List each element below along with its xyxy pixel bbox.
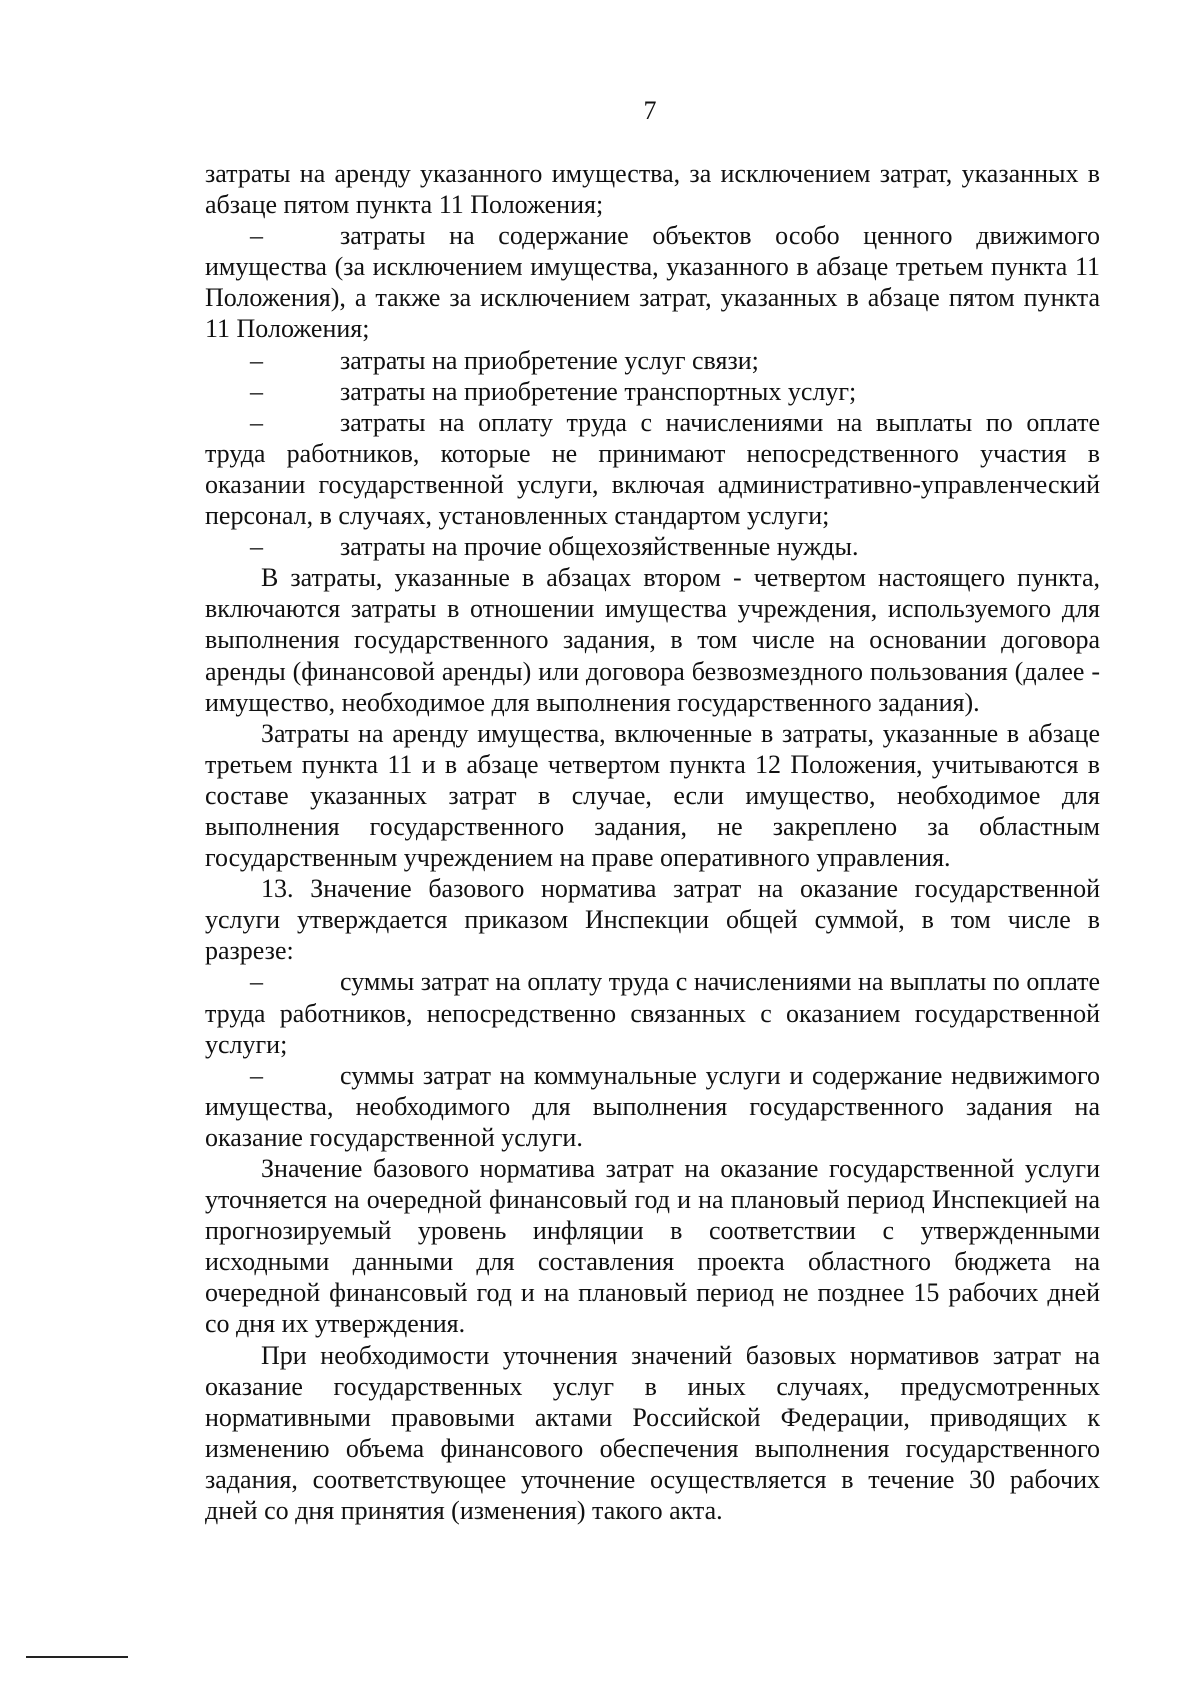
paragraph: Затраты на аренду имущества, включенные в затраты, указанные в абзаце третьем пункта 11 и в абзаце четвертом пункта 12 Положения, учитываются в составе указанных затрат в случае, если имущество, необходимое для выполнения государственного задания, не закреплено за областным государственным учреждением на праве оперативного управления.	[205, 718, 1100, 873]
dash-marker: –	[250, 376, 263, 406]
paragraph-continuation: затраты на аренду указанного имущества, за исключением затрат, указанных в абзаце пятом пункта 11 Положения;	[205, 159, 1100, 220]
list-item-text: затраты на содержание объектов особо ценного движимого имущества (за исключением имущества, указанного в абзаце третьем пункта 11 Положения), а также за исключением затрат, указанных в абзаце пятом пункта 11 Положения;	[205, 221, 1100, 344]
list-item	[205, 966, 1100, 1059]
list-item-text: затраты на прочие общехозяйственные нужды.	[340, 532, 859, 562]
dash-marker: –	[250, 221, 263, 251]
dash-marker: –	[250, 345, 263, 375]
list-item	[205, 531, 1100, 562]
paragraph: Значение базового норматива затрат на оказание государственной услуги уточняется на очередной финансовый год и на плановый период Инспекцией на прогнозируемый уровень инфляции в соответствии с утвержденными исходными данными для составления проекта областного бюджета на очередной финансовый год и на плановый период не позднее 15 рабочих дней со дня их утверждения.	[205, 1154, 1100, 1339]
page-number: 7	[643, 96, 657, 125]
list-item-text: затраты на приобретение услуг связи;	[340, 345, 759, 375]
dash-marker: –	[250, 407, 263, 437]
paragraph: При необходимости уточнения значений базовых нормативов затрат на оказание государственных услуг в иных случаях, предусмотренных нормативными правовыми актами Российской Федерации, приводящих к изменению объема финансового обеспечения выполнения государственного задания, соответствующее уточнение осуществляется в течение 30 рабочих дней со дня принятия (изменения) такого акта.	[205, 1340, 1100, 1526]
list-item-text: затраты на оплату труда с начислениями на выплаты по оплате труда работников, которые не принимают непосредственного участия в оказании государственной услуги, включая административно-управленческий персонал, в случаях, установленных стандартом услуги;	[205, 407, 1100, 531]
document-body	[205, 158, 1100, 1526]
list-item-text: суммы затрат на оплату труда с начислениями на выплаты по оплате труда работников, непосредственно связанных с оказанием государственной услуги;	[205, 967, 1100, 1059]
list-item-text: суммы затрат на коммунальные услуги и содержание недвижимого имущества, необходимого для выполнения государственного задания на оказание государственной услуги.	[205, 1060, 1100, 1152]
dash-marker: –	[250, 1060, 263, 1090]
list-item	[205, 376, 1100, 407]
list-item	[205, 345, 1100, 376]
paragraph-section-13: 13. Значение базового норматива затрат на оказание государственной услуги утверждается приказом Инспекции общей суммой, в том числе в разрезе:	[205, 874, 1100, 966]
list-item-text: затраты на приобретение транспортных услуг;	[340, 376, 857, 406]
paragraph: В затраты, указанные в абзацах втором - четвертом настоящего пункта, включаются затраты в отношении имущества учреждения, используемого для выполнения государственного задания, в том числе на основании договора аренды (финансовой аренды) или договора безвозмездного пользования (далее - имущество, необходимое для выполнения государственного задания).	[205, 563, 1100, 717]
list-item	[205, 220, 1100, 344]
list-item	[205, 407, 1100, 531]
list-item	[205, 1060, 1100, 1153]
dash-marker: –	[250, 532, 263, 562]
footer-rule	[26, 1656, 128, 1658]
dash-marker: –	[250, 967, 263, 997]
